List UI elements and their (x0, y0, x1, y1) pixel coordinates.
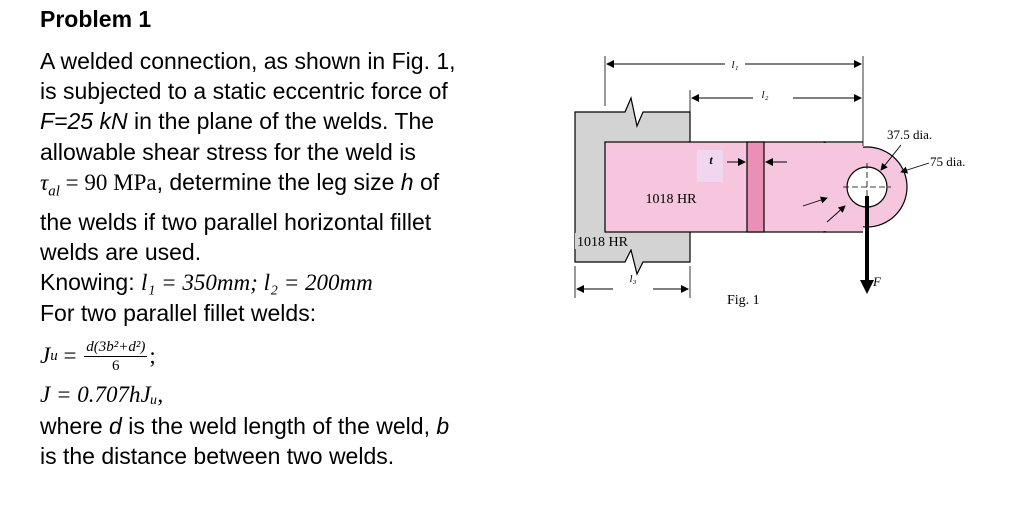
where-text-a: where (40, 412, 110, 439)
force-label: F (873, 274, 881, 289)
knowing-label: Knowing: (40, 269, 142, 296)
tau-value: = 90 MPa (59, 169, 157, 195)
figure-caption: Fig. 1 (727, 293, 760, 308)
statement-line-3-text: in the plane of the welds. The (133, 108, 435, 135)
ju-fraction (84, 338, 147, 375)
l1-value: l₁ = 350mm; (141, 270, 264, 296)
where-text-b: is the weld length of the weld, (121, 412, 437, 439)
problem-title: Problem 1 (40, 6, 152, 32)
ju-numerator: d(3b²+d²) (86, 338, 146, 355)
l1-label: l₁ (731, 59, 739, 71)
support-material-label: 1018 HR (577, 235, 628, 250)
j-formula: J = 0.707hJᵤ, (40, 382, 164, 408)
ju-denominator: 6 (112, 357, 120, 374)
ju-subscript: u (50, 348, 58, 365)
statement-line-3 (40, 106, 520, 136)
tau-subscript: al (48, 183, 60, 200)
t-label: t (709, 153, 713, 167)
statement-line-4: allowable shear stress for the weld is (40, 138, 416, 165)
bar-material-label: 1018 HR (645, 192, 697, 207)
statement-line-7: welds are used. (40, 238, 202, 265)
ju-equals: = (57, 343, 83, 369)
statement-line-1: A welded connection, as shown in Fig. 1, (40, 48, 456, 74)
problem-statement (40, 46, 520, 471)
ju-lhs: J (40, 343, 51, 369)
ju-formula (40, 328, 520, 384)
parallel-welds-label: For two parallel fillet welds: (40, 300, 317, 327)
hole-dia-label: 37.5 dia. (887, 127, 933, 142)
where-line-1 (40, 411, 520, 441)
where-b-symbol: b (436, 412, 450, 439)
l2-label: l₂ (761, 89, 769, 101)
statement-line-5-text: , determine the leg size (156, 168, 395, 195)
l2-value: l₂ = 200mm (263, 270, 373, 296)
weld-strip (747, 142, 764, 232)
outer-dia-label: 75 dia. (930, 154, 966, 169)
figure-welded-connection (565, 46, 985, 321)
where-d-symbol: d (109, 412, 122, 439)
force-arrowhead (860, 280, 874, 294)
knowing-line (40, 267, 520, 298)
where-line-2: is the distance between two welds. (40, 442, 395, 469)
leg-size-symbol: h (400, 168, 414, 195)
statement-line-5-end: of (419, 168, 440, 195)
outer-dia-leader (901, 163, 929, 172)
l3-label: l₃ (629, 273, 637, 285)
statement-line-5 (40, 167, 520, 207)
force-value: F=25 kN (40, 108, 128, 135)
statement-line-2: is subjected to a static eccentric force of (40, 78, 448, 105)
statement-line-6: the welds if two parallel horizontal fillet (40, 208, 432, 235)
ju-end: ; (149, 343, 156, 369)
tau-symbol: τ (40, 169, 49, 195)
